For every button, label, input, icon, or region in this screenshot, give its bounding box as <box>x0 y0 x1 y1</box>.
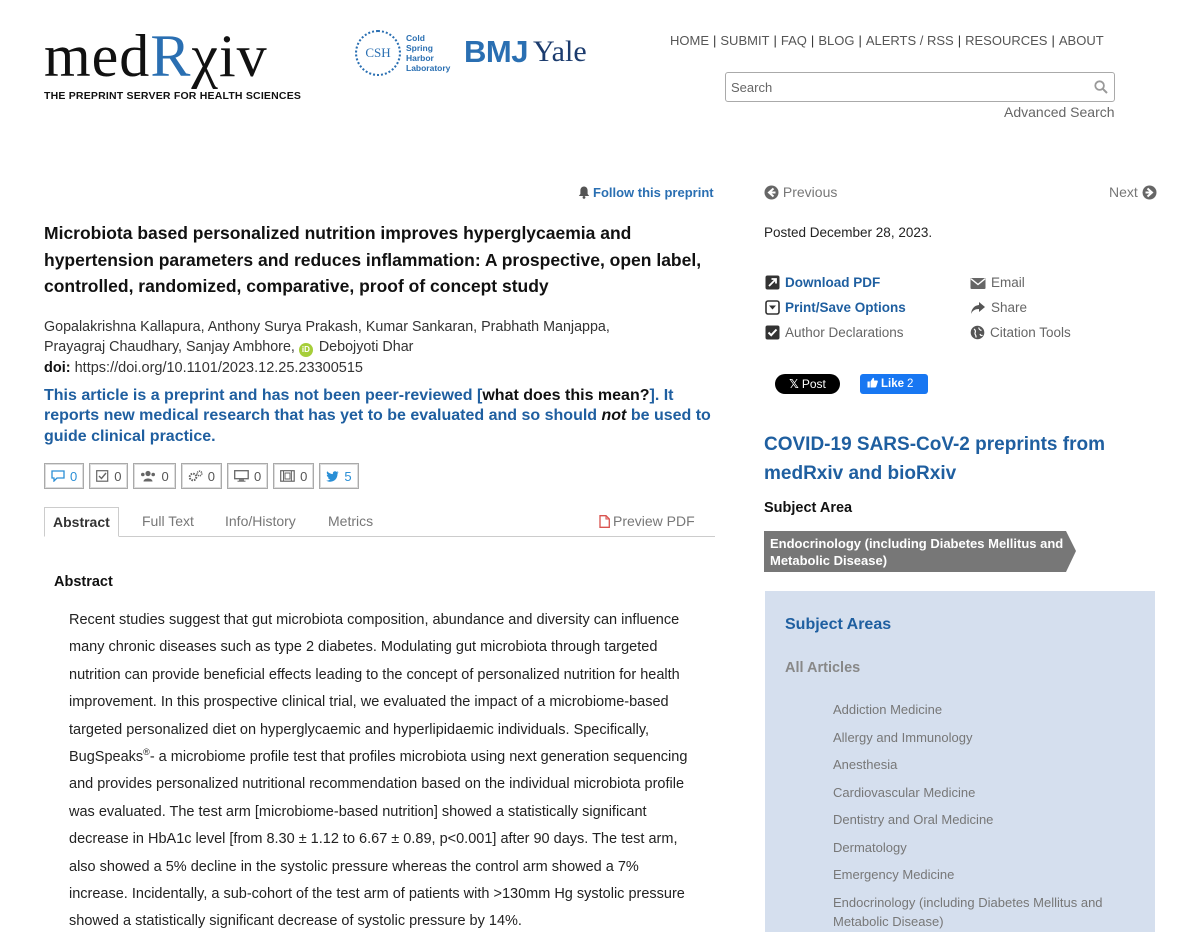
blogs-metric[interactable]: 0 <box>227 463 268 489</box>
comments-metric[interactable]: 0 <box>44 463 84 489</box>
tab-metrics[interactable]: Metrics <box>328 513 374 529</box>
subject-area-item[interactable]: Allergy and Immunology <box>833 729 973 745</box>
author-debojyoti-dhar[interactable]: Debojyoti Dhar <box>318 338 414 355</box>
download-pdf-link[interactable]: Download PDF <box>765 275 880 290</box>
email-link[interactable]: Email <box>970 275 1025 290</box>
nav-submit[interactable]: SUBMIT <box>720 33 770 48</box>
article-tabs <box>44 507 715 537</box>
external-link-icon <box>765 275 780 290</box>
nav-home[interactable]: HOME <box>670 33 709 48</box>
subject-areas-panel <box>765 591 1155 932</box>
tab-info-history[interactable]: Info/History <box>225 513 296 529</box>
altmetrics-row <box>44 463 364 489</box>
preprint-notice: This article is a preprint and has not been peer-reviewed [what does this mean?]. It reports new medical research that has yet to be evaluated and so should not be used to guide clinical practice. <box>44 387 711 445</box>
covid-preprints-link[interactable]: COVID-19 SARS-CoV-2 preprints from medRxiv and bioRxiv <box>764 434 1105 484</box>
envelope-icon <box>970 277 986 290</box>
subject-areas-title: Subject Areas <box>785 616 892 633</box>
search-box <box>725 72 1115 102</box>
doi-label: doi: <box>44 360 71 376</box>
doi-link[interactable]: https://doi.org/10.1101/2023.12.25.23300515 <box>74 360 363 376</box>
nav-separator: | <box>773 33 777 48</box>
follow-label: Follow this preprint <box>593 185 714 200</box>
tab-preview-pdf[interactable]: Preview PDF <box>599 507 695 537</box>
facebook-like-button[interactable]: Like 2 <box>860 374 928 394</box>
csh-logo[interactable] <box>355 30 455 78</box>
top-navigation <box>670 33 1104 48</box>
subject-area-list <box>833 700 1133 932</box>
nav-separator: | <box>810 33 815 48</box>
film-icon <box>280 470 295 482</box>
comment-icon <box>51 470 65 482</box>
nav-separator: | <box>957 33 962 48</box>
search-input[interactable] <box>726 73 1076 101</box>
subject-area-item[interactable]: Endocrinology (including Diabetes Mellitus and Metabolic Disease) <box>833 894 1103 929</box>
posted-date: Posted December 28, 2023. <box>764 225 933 240</box>
pdf-file-icon <box>599 515 610 528</box>
arrow-right-circle-icon <box>1142 185 1157 200</box>
subject-area-item[interactable]: Cardiovascular Medicine <box>833 784 976 800</box>
x-logo-icon: 𝕏 <box>789 377 799 391</box>
subject-area-item[interactable]: Addiction Medicine <box>833 702 943 717</box>
search-icon[interactable] <box>1094 80 1108 94</box>
bmj-logo[interactable]: BMJ <box>464 34 528 69</box>
twitter-icon <box>326 471 339 482</box>
nav-separator: | <box>713 33 717 48</box>
checklist-icon <box>96 470 109 482</box>
nav-faq[interactable]: FAQ <box>780 33 807 48</box>
abstract-text: Recent studies suggest that gut microbiota composition, abundance and diversity can influence many chronic diseases such as type 2 diabetes. Modulating gut microbiota through targeted nutrition can provide beneficial effects leading to the concept of personalized nutrition for health improvement. In this prospective clinical trial, we evaluated the impact of a microbiome-based targeted personalized diet on hyperglycaemic and hyperlipidaemic individuals. Specifically, BugSpeaks®- a microbiome profile test that profiles microbiota using next generation sequencing and provides personalized nutritional recommendation based on the individual microbiota profile was evaluated. The test arm [microbiome-based nutrition] showed a statistically significant decrease in HbA1c level [from 8.30 ± 1.12 to 6.67 ± 0.89, p<0.001] after 90 days. The test arm, also showed a 5% decline in the systolic pressure whereas the control arm showed a 7% increase. Incidentally, a sub-cohort of the test arm of patients with >130mm Hg systolic pressure showed a statistically significant decrease of systolic pressure by 14%. <box>69 612 688 930</box>
orcid-icon[interactable]: iD <box>299 343 313 357</box>
media-metric[interactable]: 0 <box>273 463 314 489</box>
share-arrow-icon <box>970 301 986 315</box>
nav-blog[interactable]: BLOG <box>818 33 855 48</box>
nav-resources[interactable]: RESOURCES <box>965 33 1048 48</box>
authors-line-1[interactable]: Gopalakrishna Kallapura, Anthony Surya Prakash, Kumar Sankaran, Prabhath Manjappa, <box>44 319 610 335</box>
subject-area-label: Subject Area <box>764 500 853 516</box>
tweet-post-button[interactable]: 𝕏 Post <box>775 374 840 394</box>
subject-area-item[interactable]: Dentistry and Oral Medicine <box>833 812 994 827</box>
thumbs-up-icon <box>867 377 878 388</box>
twitter-metric[interactable]: 5 <box>319 463 358 489</box>
all-articles-link[interactable]: All Articles <box>785 660 861 676</box>
like-count: 2 <box>907 378 914 390</box>
what-does-this-mean-link[interactable]: what does this mean? <box>482 387 650 404</box>
citation-tools-link[interactable]: Citation Tools <box>970 325 1071 340</box>
bell-icon <box>578 186 590 199</box>
print-save-options-link[interactable]: Print/Save Options <box>765 300 906 315</box>
article-title: Microbiota based personalized nutrition improves hyperglycaemia and hypertension parameters and reduces inflammation: A prospective, open label, controlled, randomized, comparative, proof of concept study <box>44 223 702 296</box>
monitor-icon <box>234 470 249 482</box>
next-article-link[interactable]: Next <box>1109 184 1157 200</box>
doi-line <box>44 360 363 376</box>
yale-logo[interactable]: Yale <box>533 35 587 68</box>
advanced-search-link[interactable]: Advanced Search <box>1004 104 1115 120</box>
dropdown-box-icon <box>765 300 780 315</box>
globe-icon <box>970 325 985 340</box>
reviews-metric[interactable]: 0 <box>89 463 128 489</box>
logo-tagline: THE PREPRINT SERVER FOR HEALTH SCIENCES <box>44 90 302 102</box>
abstract-heading: Abstract <box>54 574 113 590</box>
csh-name: Cold Spring Harbor Laboratory <box>406 33 451 73</box>
authors-line-2[interactable]: Prayagraj Chaudhary, Sanjay Ambhore, <box>44 338 295 355</box>
subject-area-item[interactable]: Emergency Medicine <box>833 867 955 882</box>
cogs-icon <box>188 470 203 482</box>
community-metric[interactable]: 0 <box>133 463 175 489</box>
methods-metric[interactable]: 0 <box>181 463 222 489</box>
users-icon <box>140 470 156 482</box>
nav-separator: | <box>1051 33 1055 48</box>
share-link[interactable]: Share <box>970 300 1027 315</box>
csh-seal: CSH <box>355 30 401 76</box>
author-list <box>44 318 714 357</box>
medrxiv-logo[interactable] <box>44 24 309 102</box>
subject-area-tag[interactable]: Endocrinology (including Diabetes Mellitus and Metabolic Disease) <box>764 531 1066 572</box>
nav-alerts-rss[interactable]: ALERTS / RSS <box>865 33 954 48</box>
subject-area-item[interactable]: Anesthesia <box>833 757 898 772</box>
follow-preprint-link[interactable] <box>578 185 714 200</box>
tab-full-text[interactable]: Full Text <box>142 513 194 529</box>
author-declarations-link[interactable]: Author Declarations <box>765 325 904 340</box>
tab-abstract[interactable]: Abstract <box>44 507 119 537</box>
subject-area-item[interactable]: Dermatology <box>833 839 907 855</box>
logo-wordmark: medRχiv <box>44 23 268 89</box>
nav-separator: | <box>858 33 862 48</box>
arrow-left-circle-icon <box>764 185 779 200</box>
checkbox-checked-icon <box>765 325 780 340</box>
nav-about[interactable]: ABOUT <box>1058 33 1104 48</box>
previous-article-link[interactable]: Previous <box>764 184 837 200</box>
